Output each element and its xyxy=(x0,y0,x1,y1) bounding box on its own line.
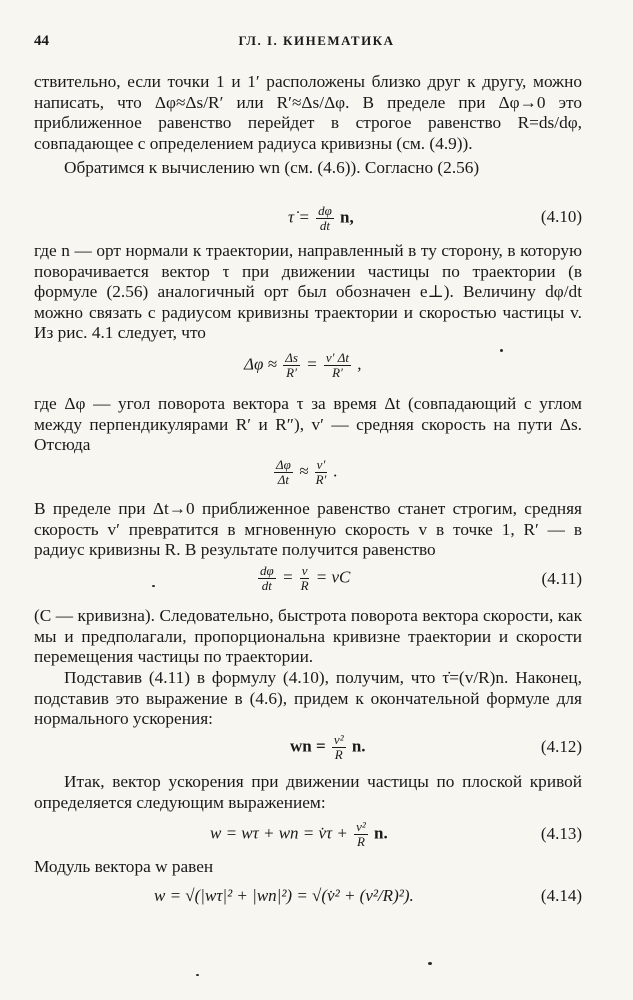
formula-4-11-num2: v xyxy=(301,563,308,578)
formula-4-12-lhs: wn = xyxy=(290,736,326,756)
formula-4-13-den: R xyxy=(356,834,365,849)
formula-4-11-num1: dφ xyxy=(260,563,274,578)
running-title: ГЛ. I. КИНЕМАТИКА xyxy=(238,33,395,48)
formula-b-den2: R′ xyxy=(315,472,327,487)
formula-4-13-lhs: w = wτ + wn = v̇τ + xyxy=(210,823,348,843)
formula-4-11 xyxy=(34,558,582,598)
paragraph-2: Обратимся к вычислению wn (см. (4.6)). Согласно (2.56) xyxy=(64,158,480,177)
formula-a-den2: R′ xyxy=(332,365,343,380)
equation-number-4-14: (4.14) xyxy=(540,886,582,905)
paragraph-5: В пределе при Δt→0 приближенное равенство станет строгим, средняя скорость v′ превратится в мгновенную скорость v в точке 1, R′ — в радиус кривизны R. В результате получится равенство xyxy=(34,499,582,560)
formula-4-10-den: dt xyxy=(319,218,330,233)
formula-4-14-expr: w = √(|wτ|² + |wn|²) = √(v̇² + (v²/R)²). xyxy=(154,886,414,905)
formula-angle-rate xyxy=(34,452,582,492)
formula-a-den1: R′ xyxy=(286,365,297,380)
scan-speck xyxy=(500,349,503,352)
paragraph-1: ствительно, если точки 1 и 1′ расположены близко друг к другу, можно написать, что Δφ≈Δs/R′ или R′≈Δs/Δφ. В пределе при Δφ→0 это приближенное равенство перейдет в строгое равенство R=ds/dφ, совпадающее с определением радиуса кривизны (см. (4.9)). xyxy=(34,72,582,153)
formula-4-13 xyxy=(34,812,582,852)
formula-4-12 xyxy=(34,727,582,767)
equation-number-4-13: (4.13) xyxy=(540,824,582,843)
formula-4-11-rhs: = vC xyxy=(315,567,351,587)
formula-4-11-mid: = xyxy=(281,567,294,587)
paragraph-9: Модуль вектора w равен xyxy=(34,857,214,876)
formula-a-mid: = xyxy=(306,354,318,374)
equation-number-4-10: (4.10) xyxy=(540,207,582,226)
formula-b-den1: Δt xyxy=(277,472,290,487)
formula-4-10-num: dφ xyxy=(318,203,332,218)
formula-b-num2: v′ xyxy=(316,457,326,472)
paragraph-8: Итак, вектор ускорения при движении частицы по плоской кривой определяется следующим выражением: xyxy=(34,772,582,812)
formula-4-14 xyxy=(34,878,582,918)
formula-4-10-lhs: τ̇ = xyxy=(288,207,310,227)
paragraph-3: где n — орт нормали к траектории, направленный в ту сторону, в которую поворачивается вектор τ при движении частицы по траектории (в формуле (2.56) аналогичный орт был обозначен e⊥). Величину dφ/dt можно связать с радиусом кривизны траектории и скоростью частицы v. Из рис. 4.1 следует, что xyxy=(34,241,582,343)
formula-4-12-num: v² xyxy=(333,732,344,747)
formula-a-num2: v′ Δt xyxy=(325,350,350,365)
equation-number-4-11: (4.11) xyxy=(541,569,582,588)
paragraph-7: Подставив (4.11) в формулу (4.10), получим, что τ̇=(v/R)n. Наконец, подставив это выражение в (4.6), придем к окончательной формуле для нормального ускорения: xyxy=(34,668,582,729)
formula-4-11-den1: dt xyxy=(261,578,272,593)
formula-4-11-den2: R xyxy=(300,578,309,593)
page-number: 44 xyxy=(34,33,49,49)
formula-4-10-rhs: n, xyxy=(340,207,354,227)
formula-4-13-rhs: n. xyxy=(374,823,388,843)
formula-4-12-den: R xyxy=(334,747,343,762)
scan-speck xyxy=(152,585,155,587)
formula-b-mid: ≈ xyxy=(299,461,309,481)
formula-a-rhs: , xyxy=(357,354,362,374)
equation-number-4-12: (4.12) xyxy=(540,737,582,756)
formula-4-13-num: v² xyxy=(356,819,366,834)
formula-a-num1: Δs xyxy=(285,350,298,365)
formula-b-rhs: . xyxy=(333,461,338,481)
formula-4-10 xyxy=(34,196,582,236)
page-header xyxy=(34,33,599,55)
formula-a-lhs: Δφ ≈ xyxy=(244,354,277,374)
formula-b-num1: Δφ xyxy=(276,457,291,472)
scan-speck xyxy=(196,974,199,976)
paragraph-6: (C — кривизна). Следовательно, быстрота поворота вектора скорости, как мы и предполагали, пропорциональна кривизне траектории и скорости перемещения частицы по траектории. xyxy=(34,606,582,667)
formula-4-12-rhs: n. xyxy=(351,736,366,756)
scan-speck xyxy=(428,962,432,965)
paragraph-4: где Δφ — угол поворота вектора τ за время Δt (совпадающий с углом между перпендикулярами R′ и R″), v′ — средняя скорость на пути Δs. Отсюда xyxy=(34,394,582,455)
